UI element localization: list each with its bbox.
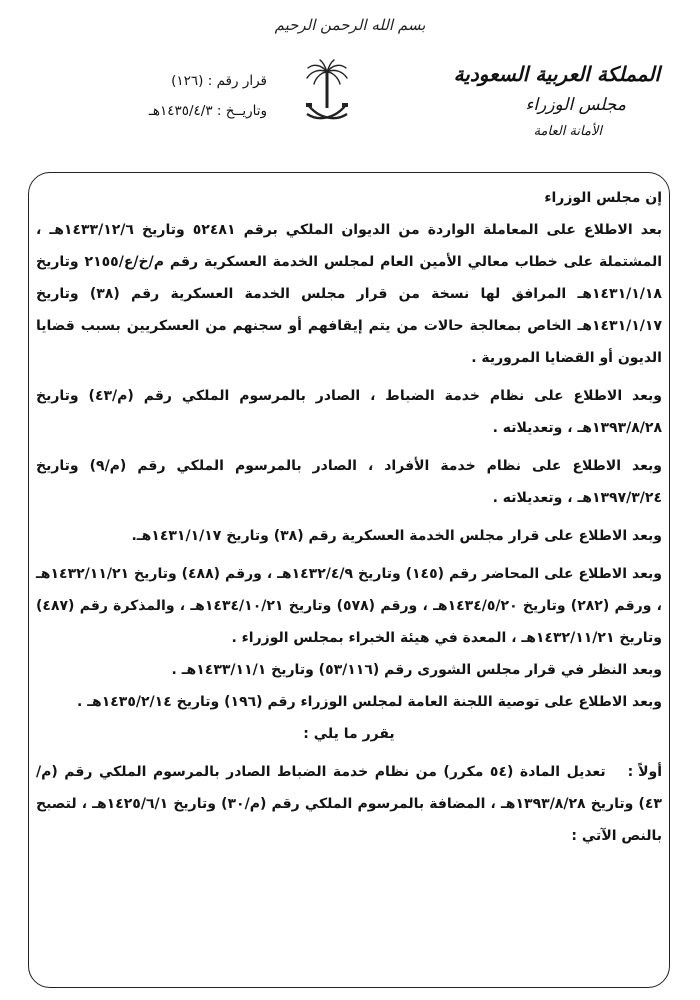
authority-secretariat: الأمانة العامة xyxy=(533,124,602,139)
council-intro: إن مجلس الوزراء xyxy=(544,190,662,206)
decision-number: قرار رقم : (١٢٦) xyxy=(171,73,267,89)
paragraph-officers-law: وبعد الاطلاع على نظام خدمة الضباط ، الصادر بالمرسوم الملكي رقم (م/٤٣) وتاريخ ١٣٩٣/٨/٢٨هـ ، وتعديلاته . xyxy=(36,388,662,436)
decision-date: وتاريــخ : ١٤٣٥/٤/٣هـ xyxy=(148,103,267,119)
paragraph-general-committee: وبعد الاطلاع على توصية اللجنة العامة لمجلس الوزراء رقم (١٩٦) وتاريخ ١٤٣٥/٢/١٤هـ . xyxy=(77,694,662,710)
paragraph-shura-council: وبعد النظر في قرار مجلس الشورى رقم (٥٣/١١٦) وتاريخ ١٤٣٣/١١/١هـ . xyxy=(171,662,662,678)
article-first xyxy=(36,756,662,852)
article-first-label: أولاً : xyxy=(627,764,662,780)
authority-council: مجلس الوزراء xyxy=(525,95,626,115)
paragraph-minutes: وبعد الاطلاع على المحاضر رقم (١٤٥) وتاريخ ١٤٣٢/٤/٩هـ ، ورقم (٤٨٨) وتاريخ ١٤٣٢/١١/٢١هـ ، ورقم (٢٨٢) وتاريخ ١٤٣٤/٥/٢٠هـ ، ورقم (٥٧٨) وتاريخ ١٤٣٤/١٠/٢١هـ ، والمذكرة رقم (٤٨٧) وتاريخ ١٤٣٢/١١/٢١هـ ، المعدة في هيئة الخبراء بمجلس الوزراء . xyxy=(36,566,662,646)
decision-reference xyxy=(92,66,267,126)
authority-kingdom: المملكة العربية السعودية xyxy=(453,62,660,86)
paragraph-royal-court: بعد الاطلاع على المعاملة الواردة من الديوان الملكي برقم ٥٢٤٨١ وتاريخ ١٤٣٣/١٢/٦هـ ، المشتملة على خطاب معالي الأمين العام لمجلس الخدمة العسكرية رقم م/خ/ع/٢١٥٥ وتاريخ ١٤٣١/١/١٨هـ المرافق لها نسخة من قرار مجلس الخدمة العسكرية رقم (٣٨) وتاريخ ١٤٣١/١/١٧هـ الخاص بمعالجة حالات من يتم إيقافهم أو سجنهم من العسكريين بسبب قضايا الديون أو القضايا المرورية . xyxy=(36,222,663,366)
decision-body xyxy=(36,182,662,852)
basmala-calligraphy: بسم الله الرحمن الرحيم xyxy=(274,16,426,34)
issuing-authority xyxy=(430,58,660,144)
decides-heading: يقرر ما يلي : xyxy=(303,726,395,742)
paragraph-individuals-law: وبعد الاطلاع على نظام خدمة الأفراد ، الصادر بالمرسوم الملكي رقم (م/٩) وتاريخ ١٣٩٧/٣/٢٤هـ ، وتعديلاته . xyxy=(36,458,662,506)
paragraph-military-council-decision: وبعد الاطلاع على قرار مجلس الخدمة العسكرية رقم (٣٨) وتاريخ ١٤٣١/١/١٧هـ. xyxy=(131,528,662,544)
saudi-emblem-palm-swords-icon xyxy=(303,58,351,132)
article-first-text: تعديل المادة (٥٤ مكرر) من نظام خدمة الضباط الصادر بالمرسوم الملكي رقم (م/٤٣) وتاريخ ١٣٩٣/٨/٢٨هـ ، المضافة بالمرسوم الملكي رقم (م/٣٠) وتاريخ ١٤٢٥/٦/١هـ ، لتصبح بالنص الآتي : xyxy=(36,764,662,844)
